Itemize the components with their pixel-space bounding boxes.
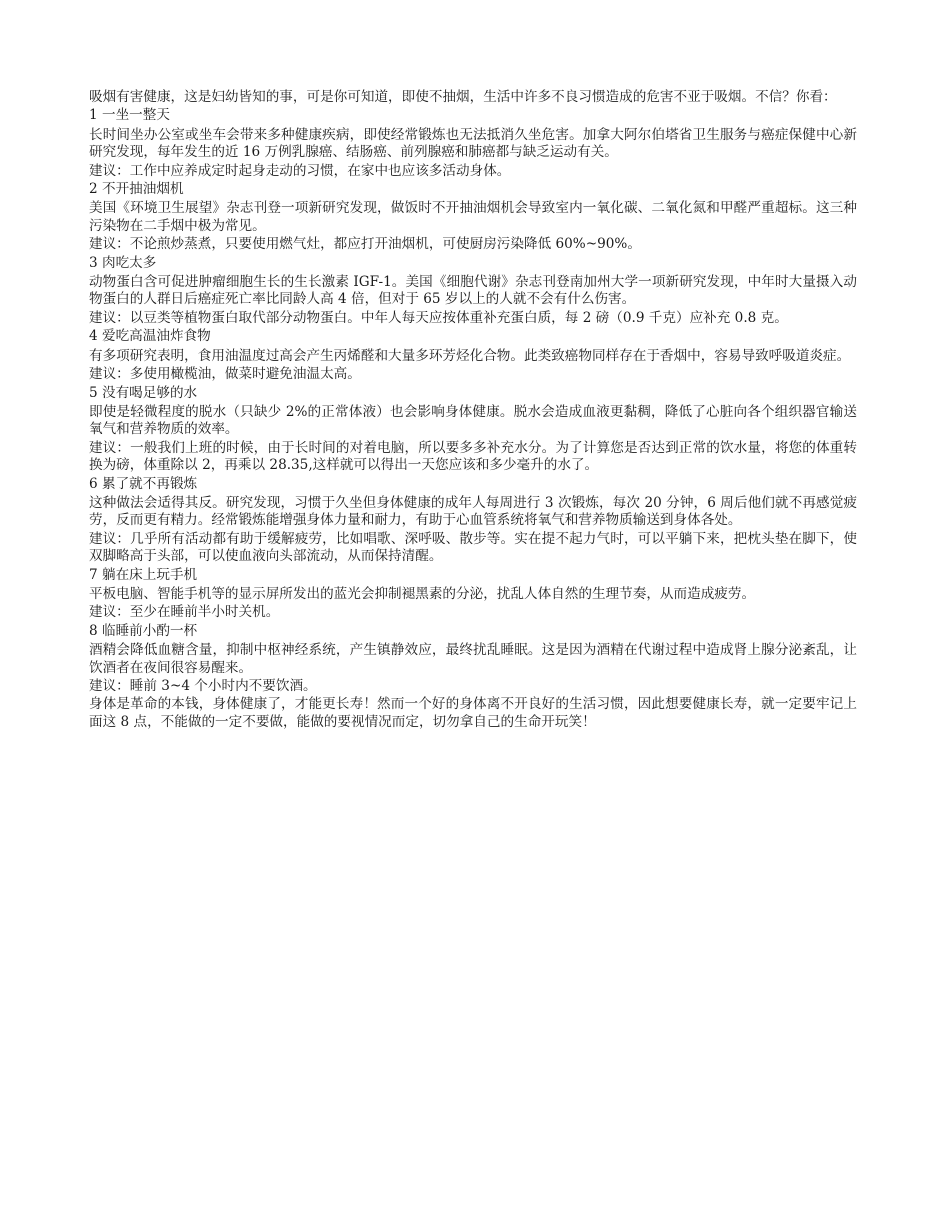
intro-paragraph: 吸烟有害健康，这是妇幼皆知的事，可是你可知道，即使不抽烟，生活中许多不良习惯造成的危害不亚于吸烟。不信？你看： — [89, 89, 837, 105]
closing-paragraph: 身体是革命的本钱，身体健康了，才能更长寿！然而一个好的身体离不开良好的生活习惯，因此想要健康长寿，就一定要牢记上面这 8 点，不能做的一定不要做，能做的要视情况而定，切勿拿自己的生命开玩笑！ — [89, 696, 857, 730]
section-body-7: 平板电脑、智能手机等的显示屏所发出的蓝光会抑制褪黑素的分泌，扰乱人体自然的生理节奏，从而造成疲劳。 — [89, 585, 756, 602]
section-heading-4: 4 爱吃高温油炸食物 — [89, 328, 211, 345]
section-advice-7: 建议：至少在睡前半小时关机。 — [89, 604, 280, 621]
section-advice-2: 建议：不论煎炒蒸煮，只要使用燃气灶，都应打开油烟机，可使厨房污染降低 60%~90%。 — [89, 236, 641, 253]
section-advice-3: 建议：以豆类等植物蛋白取代部分动物蛋白。中年人每天应按体重补充蛋白质，每 2 磅（0.9 千克）应补充 0.8 克。 — [89, 309, 788, 326]
section-body-5: 即使是轻微程度的脱水（只缺少 2%的正常体液）也会影响身体健康。脱水会造成血液更黏稠，降低了心脏向各个组织器官输送氧气和营养物质的效率。 — [89, 403, 857, 438]
section-heading-3: 3 肉吃太多 — [89, 254, 157, 271]
section-body-4: 有多项研究表明，食用油温度过高会产生丙烯醛和大量多环芳烃化合物。此类致癌物同样存在于香烟中，容易导致呼吸道炎症。 — [89, 347, 851, 364]
section-body-6: 这种做法会适得其反。研究发现，习惯于久坐但身体健康的成年人每周进行 3 次锻炼，每次 20 分钟，6 周后他们就不再感觉疲劳，反而更有精力。经常锻炼能增强身体力量和耐力，有助于心血管系统将氧气和营养物质输送到身体各处。 — [89, 494, 857, 529]
document — [89, 89, 857, 731]
section-body-8: 酒精会降低血糖含量，抑制中枢神经系统，产生镇静效应，最终扰乱睡眠。这是因为酒精在代谢过程中造成肾上腺分泌紊乱，让饮酒者在夜间很容易醒来。 — [89, 642, 857, 676]
section-advice-6: 建议：几乎所有活动都有助于缓解疲劳，比如唱歌、深呼吸、散步等。实在提不起力气时，可以平躺下来，把枕头垫在脚下，使双脚略高于头部，可以使血液向头部流动，从而保持清醒。 — [89, 530, 857, 565]
section-advice-8: 建议：睡前 3~4 个小时内不要饮酒。 — [89, 678, 317, 694]
section-heading-8: 8 临睡前小酌一杯 — [89, 622, 198, 639]
section-body-1: 长时间坐办公室或坐车会带来多种健康疾病，即使经常锻炼也无法抵消久坐危害。加拿大阿尔伯塔省卫生服务与癌症保健中心新研究发现，每年发生的近 16 万例乳腺癌、结肠癌、前列腺癌和肺癌都与缺乏运动有关。 — [89, 126, 857, 161]
section-heading-6: 6 累了就不再锻炼 — [89, 475, 198, 492]
section-advice-4: 建议：多使用橄榄油，做菜时避免油温太高。 — [89, 366, 361, 383]
section-heading-2: 2 不开抽油烟机 — [89, 181, 184, 198]
section-body-3: 动物蛋白含可促进肿瘤细胞生长的生长激素 IGF-1。美国《细胞代谢》杂志刊登南加州大学一项新研究发现，中年时大量摄入动物蛋白的人群日后癌症死亡率比同龄人高 4 倍，但对于 65 岁以上的人就不会有什么伤害。 — [89, 274, 857, 308]
section-heading-7: 7 躺在床上玩手机 — [89, 566, 198, 583]
section-heading-1: 1 一坐一整天 — [89, 107, 170, 124]
section-body-2: 美国《环境卫生展望》杂志刊登一项新研究发现，做饭时不开抽油烟机会导致室内一氧化碳、二氧化氮和甲醛严重超标。这三种污染物在二手烟中极为常见。 — [89, 200, 857, 234]
section-advice-1: 建议：工作中应养成定时起身走动的习惯，在家中也应该多活动身体。 — [89, 162, 511, 179]
section-advice-5: 建议：一般我们上班的时候，由于长时间的对着电脑，所以要多多补充水分。为了计算您是否达到正常的饮水量，将您的体重转换为磅，体重除以 2，再乘以 28.35,这样就可以得出一天您应该和多少毫升的水了。 — [89, 439, 857, 474]
section-heading-5: 5 没有喝足够的水 — [89, 384, 198, 401]
